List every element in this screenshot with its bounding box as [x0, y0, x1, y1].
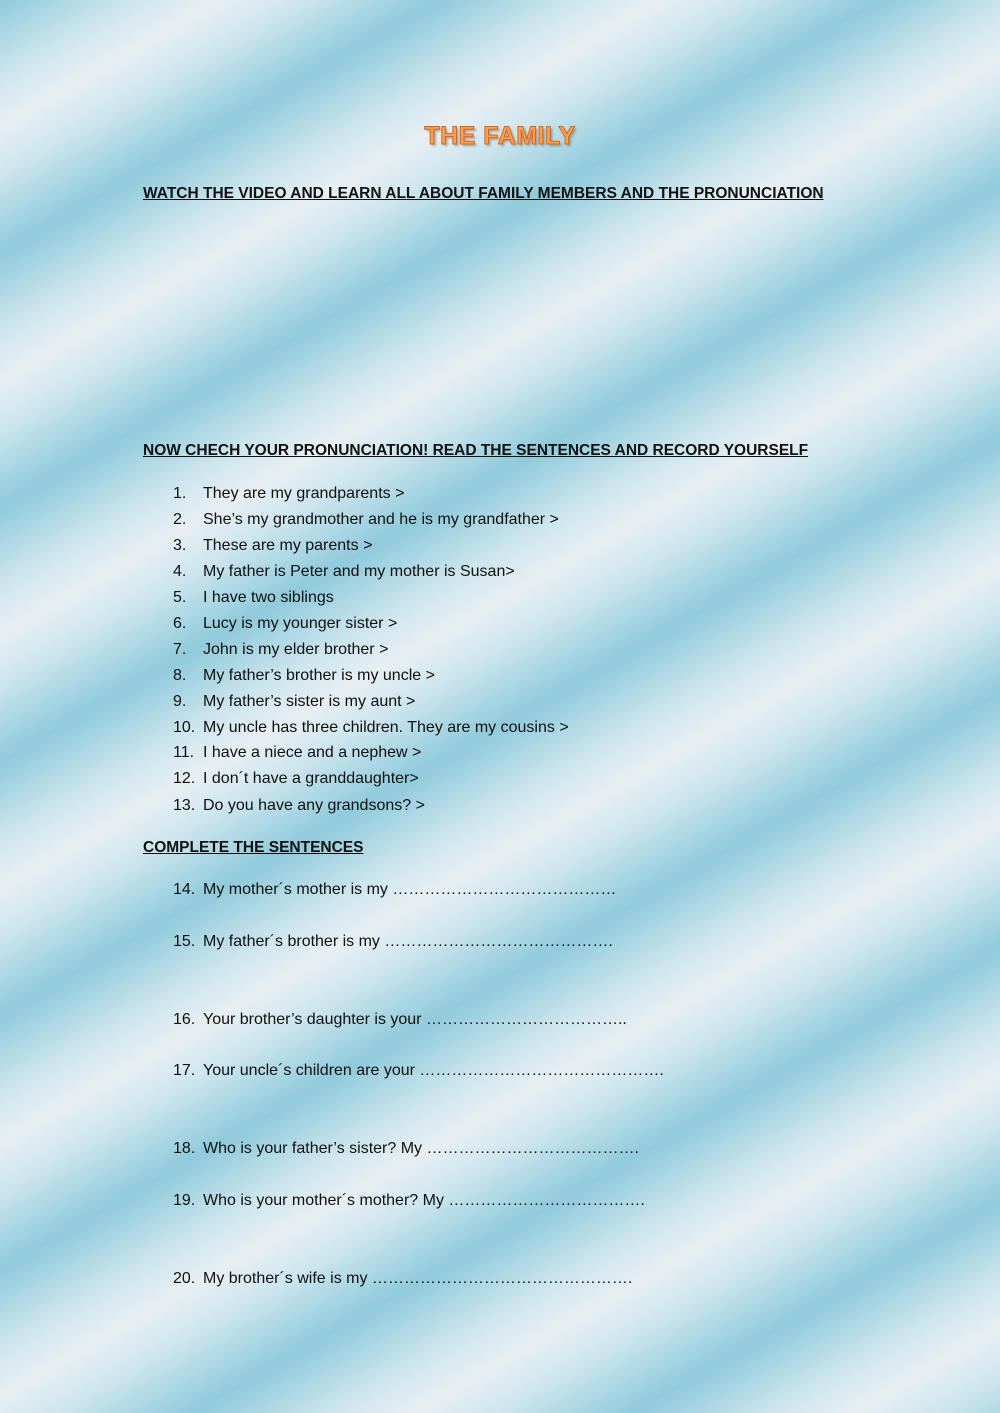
list-item: 11. I have a niece and a nephew > [173, 744, 422, 761]
exercise-item: 19. Who is your mother´s mother? My ………………………………. [173, 1192, 645, 1209]
complete-section-heading: COMPLETE THE SENTENCES [143, 839, 364, 856]
list-item: 7. John is my elder brother > [173, 641, 389, 658]
page-title: THE FAMILY [424, 122, 576, 150]
exercise-item: 16. Your brother’s daughter is your ……………………………….. [173, 1011, 627, 1028]
exercise-item: 15. My father´s brother is my ……………………………………. [173, 933, 613, 950]
exercise-item: 17. Your uncle´s children are your ………………………………………. [173, 1062, 664, 1079]
list-item: 13. Do you have any grandsons? > [173, 797, 425, 814]
list-item: 8. My father’s brother is my uncle > [173, 667, 435, 684]
list-item: 4. My father is Peter and my mother is Susan> [173, 563, 515, 580]
pronunciation-section-heading: NOW CHECH YOUR PRONUNCIATION! READ THE SENTENCES AND RECORD YOURSELF [143, 442, 809, 459]
list-item: 12. I don´t have a granddaughter> [173, 770, 419, 787]
exercise-item: 14. My mother´s mother is my …………………………………… [173, 881, 617, 898]
list-item: 9. My father’s sister is my aunt > [173, 693, 416, 710]
list-item: 10. My uncle has three children. They are my cousins > [173, 719, 569, 736]
list-item: 6. Lucy is my younger sister > [173, 615, 398, 632]
exercise-item: 20. My brother´s wife is my …………………………………………. [173, 1270, 633, 1287]
list-item: 5. I have two siblings [173, 589, 334, 606]
video-section-heading: WATCH THE VIDEO AND LEARN ALL ABOUT FAMILY MEMBERS AND THE PRONUNCIATION [143, 185, 824, 202]
list-item: 3. These are my parents > [173, 537, 373, 554]
exercise-item: 18. Who is your father’s sister? My …………………………………. [173, 1140, 639, 1157]
list-item: 1. They are my grandparents > [173, 485, 405, 502]
list-item: 2. She’s my grandmother and he is my grandfather > [173, 511, 559, 528]
